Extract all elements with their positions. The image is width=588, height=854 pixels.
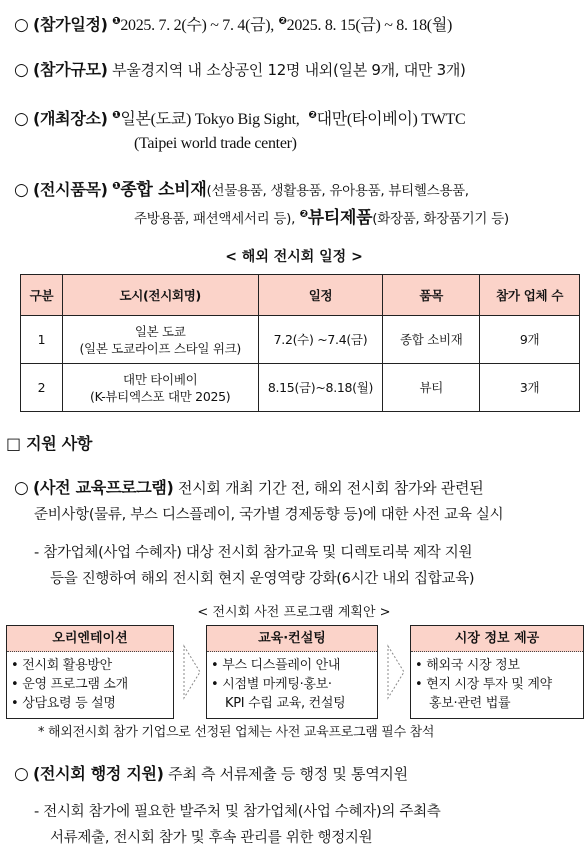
program-box-item: • 현지 시장 투자 및 계약 [415, 677, 552, 692]
cell-fair-name: (K-뷰티엑스포 대만 2025) [90, 388, 231, 404]
cell-no: 2 [21, 364, 63, 412]
program-box-item: • 상담요령 등 설명 [11, 696, 116, 711]
checkbox-square-icon: □ [6, 434, 21, 453]
education-note: * 해외전시회 참가 기업으로 선정된 업체는 사전 교육프로그램 필수 참석 [38, 725, 435, 740]
exhibit-line-2-text: 주방용품, 패션액세서리 등), [134, 211, 296, 227]
marker-2: ❷ [278, 16, 287, 27]
program-box-item: • 시점별 마케팅·홍보· [211, 677, 332, 692]
support-heading [6, 434, 92, 454]
header-date: 일정 [258, 275, 383, 316]
program-box-consulting [206, 625, 378, 719]
venue-marker-1: ❶ [112, 110, 121, 121]
cell-fair-name: (일본 도쿄라이프 스타일 위크) [79, 340, 241, 356]
cell-date: 8.15(금)~8.18(월) [258, 364, 383, 412]
exhibit-item-2-title: 뷰티제품 [307, 208, 373, 228]
admin-support-text: 주최 측 서류제출 등 행정 및 통역지원 [168, 765, 408, 783]
cell-item: 종합 소비재 [383, 316, 480, 364]
program-box-orientation [6, 625, 174, 719]
participation-scale-line: ○ (참가규모) 부울경지역 내 소상공인 12명 내외(일본 9개, 대만 3개) [14, 60, 466, 80]
program-box-item: • 해외국 시장 정보 [415, 658, 520, 673]
header-count: 참가 업체 수 [480, 275, 580, 316]
support-heading-text: 지원 사항 [26, 434, 93, 453]
admin-dash-1: - 전시회 참가에 필요한 발주처 및 참가업체(사업 수혜자)의 주최측 [34, 804, 441, 820]
program-box-item: 홍보·관련 법률 [429, 696, 511, 711]
participation-date-keyword: (참가일정) [33, 15, 108, 34]
table-row [21, 316, 580, 364]
admin-support-keyword: (전시회 행정 지원) [33, 764, 164, 783]
venue-line: ○ (개최장소) $^❶$일본(도쿄) Tokyo Big Sight, $^❷$대만(타이베이) TWTC [14, 109, 466, 129]
program-box-item: KPI 수립 교육, 컨설팅 [225, 696, 346, 711]
program-box-title: 교육·컨설팅 [207, 626, 377, 652]
schedule-table [20, 274, 580, 412]
date-item-1: 2025. 7. 2(수) ~ 7. 4(금), [120, 17, 274, 34]
schedule-table-title: < 해외 전시회 일정 > [225, 249, 363, 265]
admin-dash-2: 서류제출, 전시회 참가 및 후속 관리를 위한 행정지원 [50, 830, 373, 846]
date-item-2: 2025. 8. 15(금) ~ 8. 18(월) [286, 17, 453, 34]
pre-education-text-2: 준비사항(물류, 부스 디스플레이, 국가별 경제동향 등)에 대한 사전 교육 실시 [34, 507, 504, 523]
program-box-title: 시장 정보 제공 [411, 626, 583, 652]
exhibit-marker-2: ❷ [299, 209, 308, 220]
exhibit-items-line: ○ (전시품목) $^❶$종합 소비재(선물용품, 생활용품, 유아용품, 뷰티헬스용품, [14, 180, 469, 200]
plan-title: < 전시회 사전 프로그램 계획안 > [197, 605, 391, 620]
venue-item-1: 일본(도쿄) Tokyo Big Sight, [120, 111, 300, 128]
participation-scale-text: 부울경지역 내 소상공인 12명 내외(일본 9개, 대만 3개) [112, 61, 466, 79]
program-box-body [411, 652, 583, 713]
program-box-item: • 전시회 활용방안 [11, 658, 112, 673]
table-header-row [21, 275, 580, 316]
exhibit-line-2 [134, 205, 509, 229]
cell-date: 7.2(수) ~7.4(금) [258, 316, 383, 364]
pre-education-line: ○ (사전 교육프로그램) 전시회 개최 기간 전, 해외 전시회 참가와 관련된 [14, 478, 484, 498]
cell-no: 1 [21, 316, 63, 364]
pre-education-text-1: 전시회 개최 기간 전, 해외 전시회 참가와 관련된 [178, 479, 484, 497]
chevron-right-icon [182, 642, 202, 702]
exhibit-marker-1: ❶ [112, 181, 121, 192]
cell-city [62, 316, 258, 364]
participation-scale-keyword: (참가규모) [33, 60, 108, 79]
cell-count: 9개 [480, 316, 580, 364]
cell-city-name: 일본 도쿄 [134, 323, 186, 339]
pre-education-dash-1: - 참가업체(사업 수혜자) 대상 전시회 참가교육 및 디렉토리북 제작 지원 [34, 545, 473, 561]
pre-education-keyword: (사전 교육프로그램) [33, 478, 174, 497]
exhibit-item-1-title: 종합 소비재 [120, 180, 207, 200]
exhibit-item-1-desc: (선물용품, 생활용품, 유아용품, 뷰티헬스용품, [206, 183, 469, 199]
venue-line-2: (Taipei world trade center) [134, 135, 297, 152]
program-box-title: 오리엔테이션 [7, 626, 173, 652]
header-city: 도시(전시회명) [62, 275, 258, 316]
participation-date-line: ○ (참가일정) $^❶$2025. 7. 2(수) ~ 7. 4(금), $^❷$2025. 8. 15(금) ~ 8. 18(월) [14, 15, 453, 35]
chevron-right-icon [386, 642, 406, 702]
venue-item-2: 대만(타이베이) TWTC [316, 111, 466, 128]
exhibit-item-2-desc: (화장품, 화장품기기 등) [372, 211, 509, 227]
cell-count: 3개 [480, 364, 580, 412]
pre-education-dash-2: 등을 진행하여 해외 전시회 현지 운영역량 강화(6시간 내외 집합교육) [50, 571, 475, 587]
marker-1: ❶ [112, 16, 121, 27]
cell-item: 뷰티 [383, 364, 480, 412]
header-no: 구분 [21, 275, 63, 316]
admin-support-line: ○ (전시회 행정 지원) 주최 측 서류제출 등 행정 및 통역지원 [14, 764, 408, 784]
program-box-body [207, 652, 377, 713]
venue-marker-2: ❷ [308, 110, 317, 121]
program-box-item: • 운영 프로그램 소개 [11, 677, 128, 692]
program-box-item: • 부스 디스플레이 안내 [211, 658, 341, 673]
header-item: 품목 [383, 275, 480, 316]
exhibit-keyword: (전시품목) [33, 180, 108, 199]
cell-city [62, 364, 258, 412]
program-box-body [7, 652, 173, 713]
cell-city-name: 대만 타이베이 [123, 371, 198, 387]
venue-keyword: (개최장소) [33, 109, 108, 128]
table-row [21, 364, 580, 412]
program-box-market-info [410, 625, 584, 719]
